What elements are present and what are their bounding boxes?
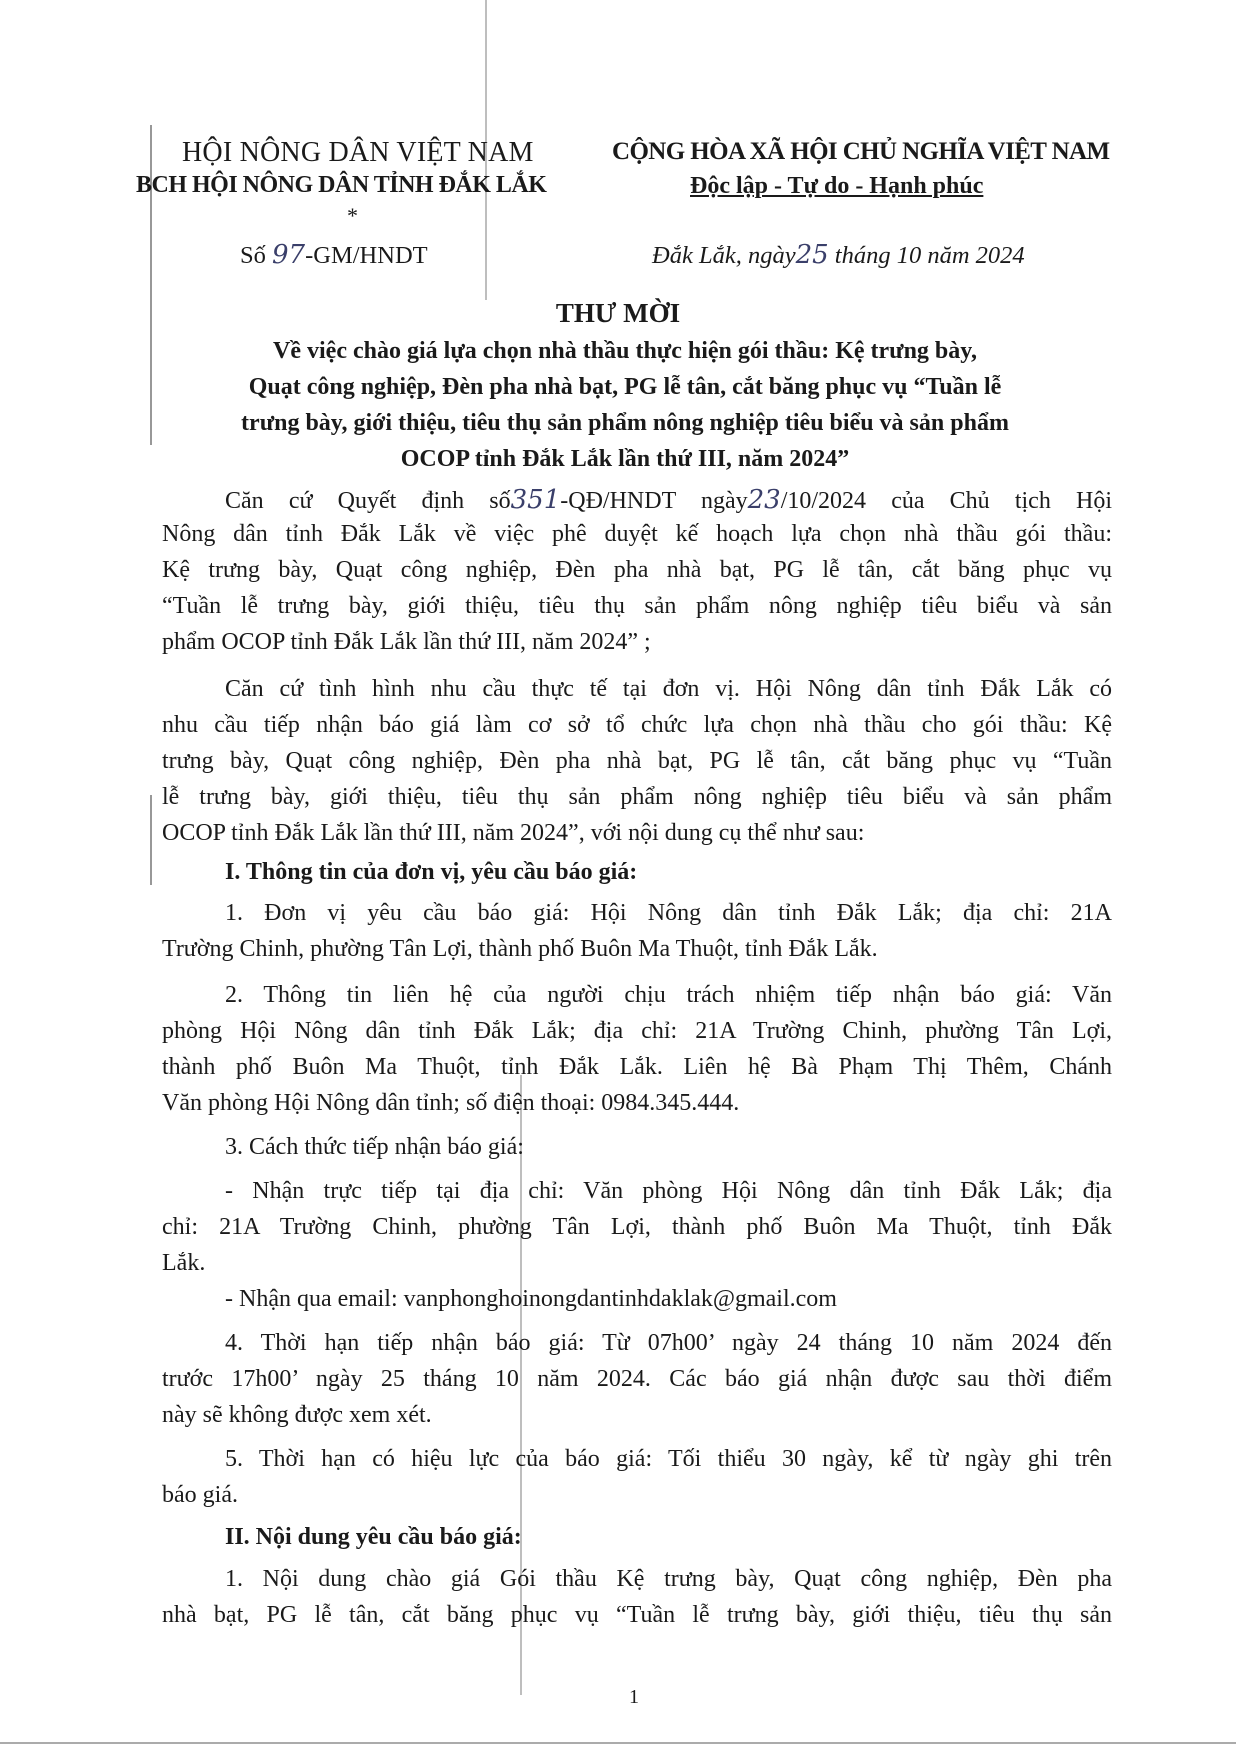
- section-1-item-3a-line: chỉ: 21A Trường Chinh, phường Tân Lợi, thành phố Buôn Ma Thuột, tỉnh Đắk: [162, 1214, 1112, 1240]
- date-prefix: Đắk Lắk, ngày: [652, 242, 796, 269]
- basis-line: [225, 485, 1112, 515]
- subtitle-line: Về việc chào giá lựa chọn nhà thầu thực hiện gói thầu: Kệ trưng bày,: [273, 338, 977, 364]
- decision-number-handwritten: 351: [510, 485, 561, 515]
- section-1-item-4-line: này sẽ không được xem xét.: [162, 1402, 432, 1428]
- section-2-item-1-line: nhà bạt, PG lễ tân, cắt băng phục vụ “Tuần lễ trưng bày, giới thiệu, tiêu thụ sản: [162, 1602, 1112, 1628]
- basis-line: Kệ trưng bày, Quạt công nghiệp, Đèn pha nhà bạt, PG lễ tân, cắt băng phục vụ: [162, 557, 1112, 583]
- section-1-item-5-line: báo giá.: [162, 1482, 238, 1508]
- page-number: 1: [629, 1686, 639, 1708]
- doc-number: [240, 240, 428, 270]
- section-1-item-3a-line: - Nhận trực tiếp tại địa chỉ: Văn phòng Hội Nông dân tỉnh Đắk Lắk; địa: [225, 1178, 1112, 1204]
- situation-line: trưng bày, Quạt công nghiệp, Đèn pha nhà bạt, PG lễ tân, cắt băng phục vụ “Tuần: [162, 748, 1112, 774]
- doc-number-handwritten: 97: [272, 240, 306, 270]
- section-1-item-2-line: Văn phòng Hội Nông dân tỉnh; số điện thoại: 0984.345.444.: [162, 1090, 740, 1116]
- basis-line: “Tuần lễ trưng bày, giới thiệu, tiêu thụ sản phẩm nông nghiệp tiêu biểu và sản: [162, 593, 1112, 619]
- situation-line: Căn cứ tình hình nhu cầu thực tế tại đơn vị. Hội Nông dân tỉnh Đắk Lắk có: [225, 676, 1112, 702]
- section-2-item-1-line: 1. Nội dung chào giá Gói thầu Kệ trưng bày, Quạt công nghiệp, Đèn pha: [225, 1566, 1112, 1592]
- date-suffix: tháng 10 năm 2024: [834, 242, 1025, 269]
- decision-day-handwritten: 23: [747, 485, 781, 515]
- section-1-item-3b: - Nhận qua email: vanphonghoinongdantinhdaklak@gmail.com: [225, 1286, 837, 1312]
- scan-bottom-edge: [0, 1742, 1236, 1744]
- document-date: [652, 240, 1025, 270]
- subtitle-line: trưng bày, giới thiệu, tiêu thụ sản phẩm nông nghiệp tiêu biểu và sản phẩm: [241, 410, 1009, 436]
- basis-line: phẩm OCOP tỉnh Đắk Lắk lần thứ III, năm 2024” ;: [162, 629, 651, 655]
- doc-number-suffix: -GM/HNDT: [305, 242, 428, 269]
- situation-line: OCOP tỉnh Đắk Lắk lần thứ III, năm 2024”, với nội dung cụ thể như sau:: [162, 820, 865, 846]
- basis-text: /10/2024 của Chủ tịch Hội: [780, 488, 1112, 514]
- subtitle-line: Quạt công nghiệp, Đèn pha nhà bạt, PG lễ tân, cắt băng phục vụ “Tuần lễ: [248, 374, 1002, 400]
- section-1-item-3: 3. Cách thức tiếp nhận báo giá:: [225, 1134, 524, 1160]
- section-1-item-4-line: 4. Thời hạn tiếp nhận báo giá: Từ 07h00’ ngày 24 tháng 10 năm 2024 đến: [225, 1330, 1112, 1356]
- basis-line: Nông dân tỉnh Đắk Lắk về việc phê duyệt kế hoạch lựa chọn nhà thầu gói thầu:: [162, 521, 1112, 547]
- section-1-item-5-line: 5. Thời hạn có hiệu lực của báo giá: Tối thiểu 30 ngày, kể từ ngày ghi trên: [225, 1446, 1112, 1472]
- org-name: HỘI NÔNG DÂN VIỆT NAM: [182, 137, 534, 168]
- org-branch: BCH HỘI NÔNG DÂN TỈNH ĐẮK LẮK: [136, 172, 547, 198]
- situation-line: lễ trưng bày, giới thiệu, tiêu thụ sản phẩm nông nghiệp tiêu biểu và sản phẩm: [162, 784, 1112, 810]
- org-star: *: [347, 203, 358, 228]
- date-day-handwritten: 25: [795, 240, 829, 270]
- section-1-item-2-line: phòng Hội Nông dân tỉnh Đắk Lắk; địa chỉ: 21A Trường Chinh, phường Tân Lợi,: [162, 1018, 1112, 1044]
- scan-fold-line-left-lower: [150, 795, 152, 885]
- basis-text: Căn cứ Quyết định số: [225, 488, 511, 514]
- section-1-heading: I. Thông tin của đơn vị, yêu cầu báo giá:: [225, 859, 638, 885]
- section-1-item-2-line: thành phố Buôn Ma Thuột, tỉnh Đắk Lắk. Liên hệ Bà Phạm Thị Thêm, Chánh: [162, 1054, 1112, 1080]
- section-1-item-3a-line: Lắk.: [162, 1250, 206, 1276]
- section-1-item-2-line: 2. Thông tin liên hệ của người chịu trách nhiệm tiếp nhận báo giá: Văn: [225, 982, 1112, 1008]
- section-2-heading: II. Nội dung yêu cầu báo giá:: [225, 1524, 522, 1550]
- section-1-item-1-line: Trường Chinh, phường Tân Lợi, thành phố Buôn Ma Thuột, tỉnh Đắk Lắk.: [162, 936, 878, 962]
- section-1-item-4-line: trước 17h00’ ngày 25 tháng 10 năm 2024. Các báo giá nhận được sau thời điểm: [162, 1366, 1112, 1392]
- section-1-item-1-line: 1. Đơn vị yêu cầu báo giá: Hội Nông dân tỉnh Đắk Lắk; địa chỉ: 21A: [225, 900, 1112, 926]
- document-title: THƯ MỜI: [555, 298, 681, 328]
- nation-title: CỘNG HÒA XÃ HỘI CHỦ NGHĨA VIỆT NAM: [612, 138, 1110, 165]
- subtitle-line: OCOP tỉnh Đắk Lắk lần thứ III, năm 2024”: [400, 446, 850, 472]
- situation-line: nhu cầu tiếp nhận báo giá làm cơ sở tổ chức lựa chọn nhà thầu cho gói thầu: Kệ: [162, 712, 1112, 738]
- doc-number-prefix: Số: [240, 242, 266, 269]
- national-motto: Độc lập - Tự do - Hạnh phúc: [690, 173, 984, 199]
- basis-text: -QĐ/HNDT ngày: [560, 488, 748, 514]
